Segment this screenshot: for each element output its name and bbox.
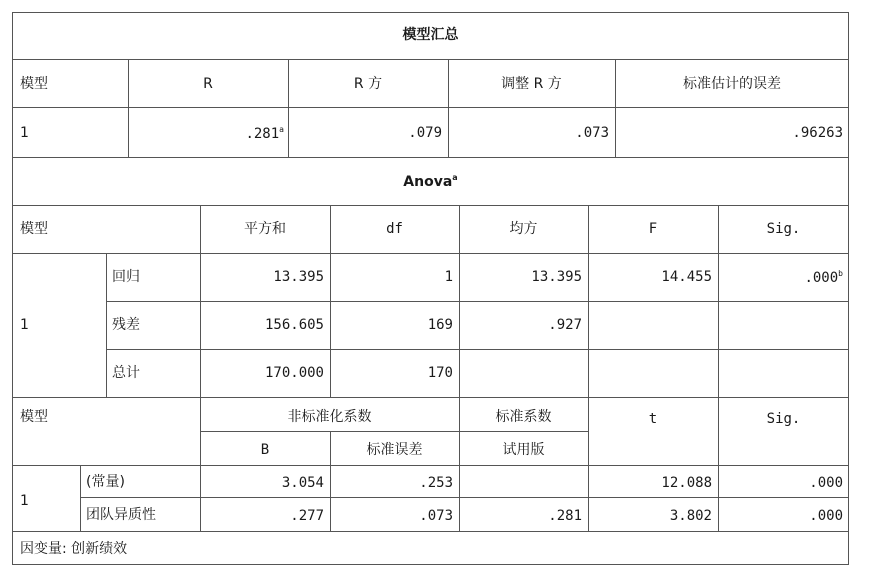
r-value-text: .281 (245, 126, 280, 142)
anova-footnote-mark: a (452, 173, 458, 182)
anova-ss-value: 170.000 (264, 365, 324, 381)
coef-row-label: (常量) (86, 474, 125, 490)
header-r: R (203, 76, 213, 92)
anova-df-value: 1 (444, 269, 453, 285)
anova-ms-value: 13.395 (531, 269, 582, 285)
anova-f-value: 14.455 (661, 269, 712, 285)
anova-title-text: Anova (403, 174, 453, 190)
coef-subheader-b: B (260, 442, 270, 458)
header-model: 模型 (20, 76, 48, 92)
anova-df-value: 170 (427, 365, 453, 381)
anova-ss-value: 13.395 (273, 269, 324, 285)
coef-header-standardized: 标准系数 (495, 409, 552, 425)
r-square-value: .079 (408, 125, 442, 141)
coef-sig-value: .000 (809, 508, 843, 524)
anova-df-value: 169 (427, 317, 453, 333)
coef-t-value: 12.088 (661, 475, 712, 491)
coef-t-value: 3.802 (669, 508, 712, 524)
anova-sig-footnote-mark: b (838, 269, 843, 278)
anova-row-label: 残差 (112, 317, 140, 333)
anova-row-label: 总计 (112, 365, 140, 381)
anova-ms-value: .927 (548, 317, 582, 333)
anova-sig-text: .000 (804, 270, 839, 286)
anova-ss-value: 156.605 (264, 317, 324, 333)
coef-row-label: 团队异质性 (86, 507, 156, 523)
header-std-error-estimate: 标准估计的误差 (683, 76, 781, 92)
coef-beta-value: .281 (548, 508, 582, 524)
std-error-value: .96263 (792, 125, 843, 141)
coef-header-sig: Sig. (766, 411, 801, 427)
coef-subheader-beta: 试用版 (502, 442, 545, 458)
anova-header-sig: Sig. (766, 221, 801, 237)
coef-b-value: .277 (290, 508, 324, 524)
anova-row-label: 回归 (112, 269, 140, 285)
coef-model-number: 1 (20, 493, 29, 509)
coef-se-value: .073 (419, 508, 453, 524)
model-summary-title: 模型汇总 (402, 27, 459, 43)
anova-title (12, 174, 849, 189)
anova-header-mean-square: 均方 (509, 221, 538, 237)
coef-b-value: 3.054 (281, 475, 324, 491)
dependent-variable-footnote: 因变量: 创新绩效 (20, 541, 128, 557)
anova-header-df: df (386, 221, 403, 237)
adjusted-r-square-value: .073 (575, 125, 609, 141)
coef-header-unstandardized: 非标准化系数 (287, 409, 372, 425)
r-value (128, 126, 284, 141)
coef-header-model: 模型 (20, 409, 48, 425)
coef-sig-value: .000 (809, 475, 843, 491)
anova-model-number: 1 (20, 317, 29, 333)
header-r-square: R 方 (353, 76, 383, 92)
coef-header-t: t (648, 411, 658, 427)
coef-subheader-std-error: 标准误差 (366, 442, 423, 458)
anova-sig-value (718, 270, 843, 285)
header-adjusted-r-square: 调整 R 方 (501, 76, 562, 92)
anova-header-model: 模型 (20, 221, 48, 237)
model-number: 1 (20, 125, 29, 141)
coef-se-value: .253 (419, 475, 453, 491)
r-footnote-mark: a (279, 125, 284, 134)
anova-header-f: F (648, 221, 658, 237)
anova-header-sum-of-squares: 平方和 (244, 221, 286, 237)
